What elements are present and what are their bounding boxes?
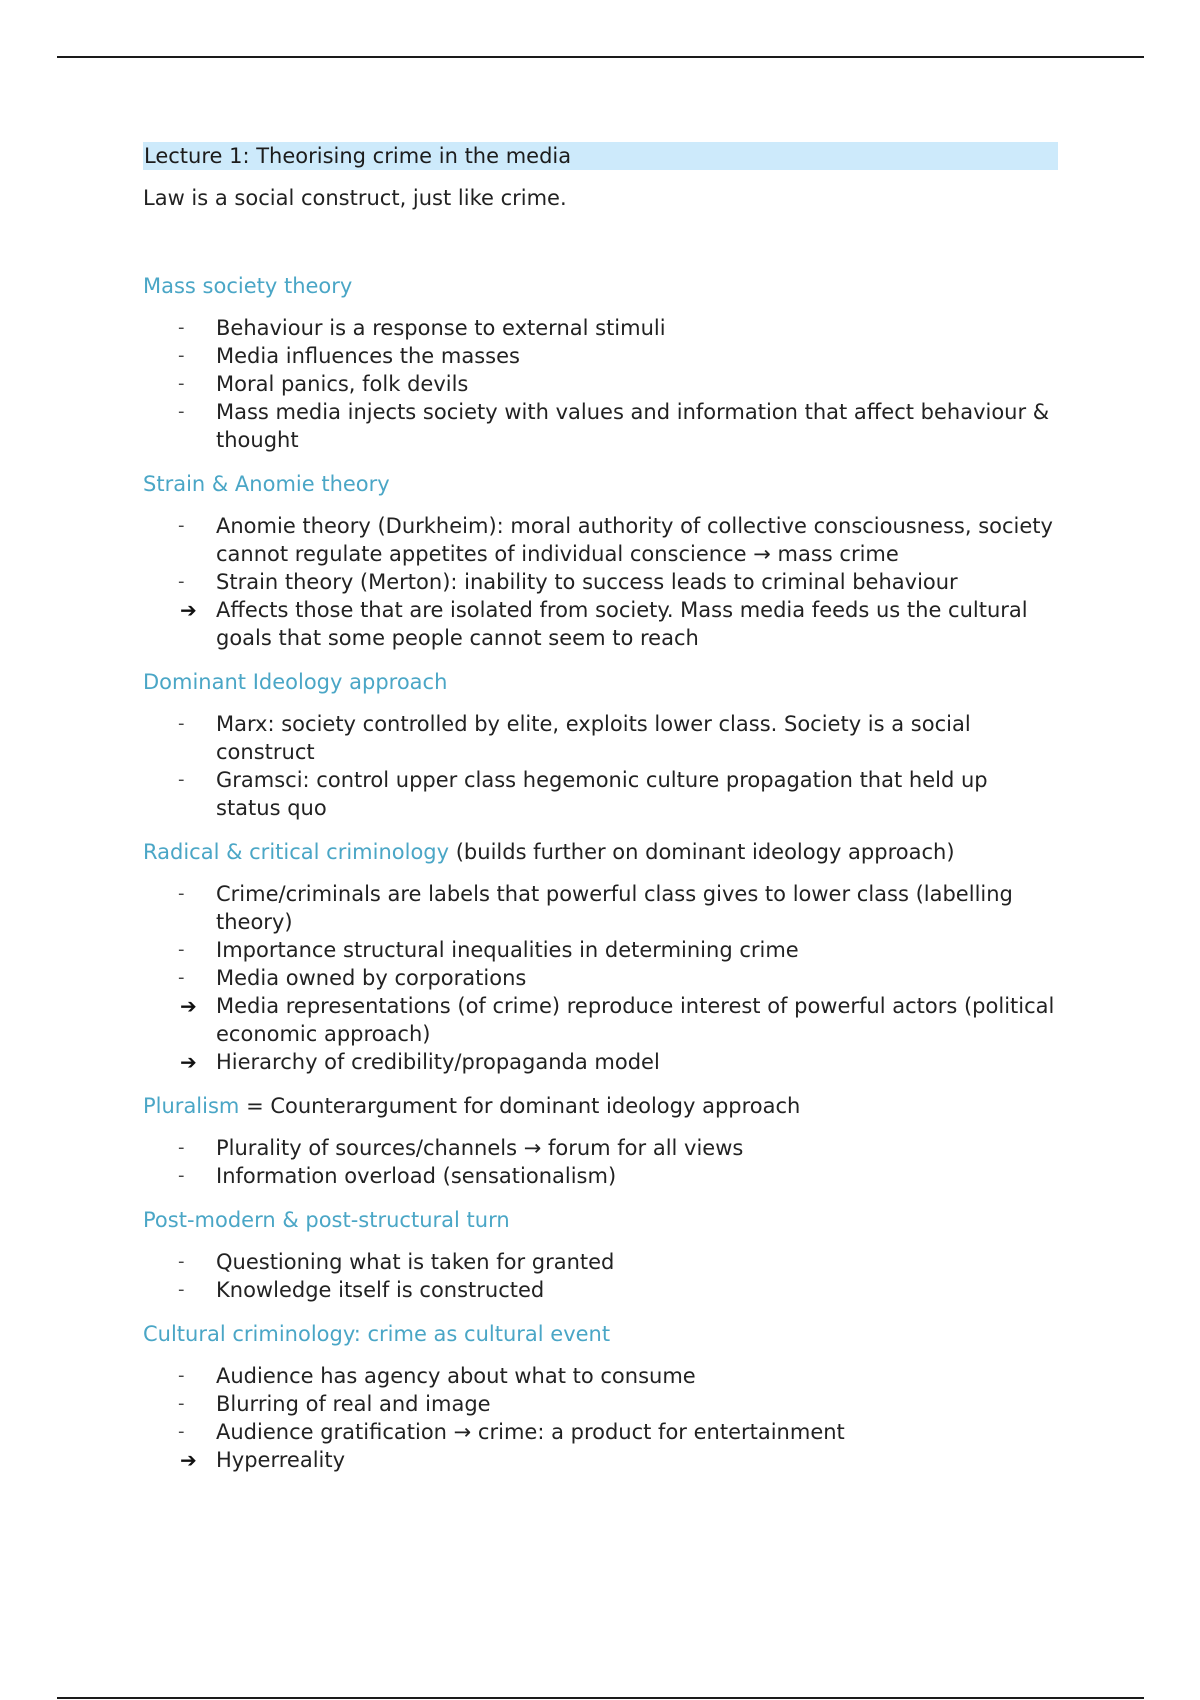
page-title: Lecture 1: Theorising crime in the media <box>143 142 1058 170</box>
list-item-text: Knowledge itself is constructed <box>216 1278 545 1302</box>
section-heading-label: Pluralism <box>143 1094 240 1118</box>
section-heading <box>143 1206 1058 1234</box>
list-item <box>143 1362 1058 1390</box>
list-item-text: Importance structural inequalities in determining crime <box>216 938 799 962</box>
arrow-bullet-icon: ➔ <box>180 1448 197 1472</box>
bottom-rule <box>57 1697 1144 1699</box>
dash-bullet-icon: - <box>178 1365 185 1386</box>
list-item <box>143 342 1058 370</box>
dash-bullet-icon: - <box>178 1279 185 1300</box>
arrow-bullet-icon: ➔ <box>180 994 197 1018</box>
dash-bullet-icon: - <box>178 401 185 422</box>
list-item-text: Audience gratification → crime: a product for entertainment <box>216 1420 845 1444</box>
bullet-list <box>143 512 1058 652</box>
section-heading-label: Post-modern & post-structural turn <box>143 1208 510 1232</box>
list-item <box>143 398 1058 454</box>
section-heading-label: Dominant Ideology approach <box>143 670 448 694</box>
bullet-list <box>143 1248 1058 1304</box>
bullet-list <box>143 1362 1058 1474</box>
dash-bullet-icon: - <box>178 769 185 790</box>
list-item <box>143 596 1058 652</box>
list-item <box>143 992 1058 1048</box>
list-item-text: Audience has agency about what to consume <box>216 1364 696 1388</box>
list-item-text: Questioning what is taken for granted <box>216 1250 615 1274</box>
list-item <box>143 964 1058 992</box>
list-item-text: Plurality of sources/channels → forum for all views <box>216 1136 744 1160</box>
list-item <box>143 1048 1058 1076</box>
list-item <box>143 1390 1058 1418</box>
dash-bullet-icon: - <box>178 1251 185 1272</box>
document-body <box>143 142 1058 1474</box>
dash-bullet-icon: - <box>178 883 185 904</box>
list-item-text: Strain theory (Merton): inability to success leads to criminal behaviour <box>216 570 958 594</box>
section-heading-note: = Counterargument for dominant ideology approach <box>239 1094 801 1118</box>
list-item-text: Information overload (sensationalism) <box>216 1164 617 1188</box>
dash-bullet-icon: - <box>178 1137 185 1158</box>
list-item-text: Crime/criminals are labels that powerful class gives to lower class (labelling theory) <box>216 882 1013 934</box>
list-item <box>143 1134 1058 1162</box>
list-item-text: Blurring of real and image <box>216 1392 491 1416</box>
list-item-text: Gramsci: control upper class hegemonic culture propagation that held up status quo <box>216 768 988 820</box>
list-item <box>143 1162 1058 1190</box>
list-item <box>143 568 1058 596</box>
dash-bullet-icon: - <box>178 571 185 592</box>
list-item <box>143 1276 1058 1304</box>
list-item-text: Behaviour is a response to external stimuli <box>216 316 666 340</box>
section-heading <box>143 1092 1058 1120</box>
bullet-list <box>143 710 1058 822</box>
section-heading-label: Mass society theory <box>143 274 353 298</box>
dash-bullet-icon: - <box>178 515 185 536</box>
list-item <box>143 766 1058 822</box>
top-rule <box>57 56 1144 58</box>
list-item <box>143 314 1058 342</box>
list-item-text: Moral panics, folk devils <box>216 372 469 396</box>
dash-bullet-icon: - <box>178 713 185 734</box>
dash-bullet-icon: - <box>178 939 185 960</box>
list-item <box>143 1248 1058 1276</box>
dash-bullet-icon: - <box>178 373 185 394</box>
arrow-bullet-icon: ➔ <box>180 1050 197 1074</box>
list-item-text: Mass media injects society with values and information that affect behaviour & thought <box>216 400 1050 452</box>
section-heading <box>143 272 1058 300</box>
list-item <box>143 880 1058 936</box>
section-heading-label: Strain & Anomie theory <box>143 472 390 496</box>
dash-bullet-icon: - <box>178 1393 185 1414</box>
list-item-text: Media influences the masses <box>216 344 520 368</box>
bullet-list <box>143 1134 1058 1190</box>
dash-bullet-icon: - <box>178 1165 185 1186</box>
section-heading-label: Cultural criminology: crime as cultural event <box>143 1322 611 1346</box>
dash-bullet-icon: - <box>178 1421 185 1442</box>
dash-bullet-icon: - <box>178 967 185 988</box>
list-item-text: Media representations (of crime) reproduce interest of powerful actors (political economic approach) <box>216 994 1055 1046</box>
section-heading <box>143 668 1058 696</box>
list-item <box>143 370 1058 398</box>
section-heading <box>143 470 1058 498</box>
arrow-bullet-icon: ➔ <box>180 598 197 622</box>
dash-bullet-icon: - <box>178 317 185 338</box>
list-item <box>143 710 1058 766</box>
bullet-list <box>143 880 1058 1076</box>
list-item-text: Hyperreality <box>216 1448 346 1472</box>
list-item <box>143 1418 1058 1446</box>
section-heading-note: (builds further on dominant ideology approach) <box>449 840 955 864</box>
list-item-text: Media owned by corporations <box>216 966 527 990</box>
section-heading <box>143 1320 1058 1348</box>
list-item-text: Hierarchy of credibility/propaganda model <box>216 1050 660 1074</box>
section-heading-label: Radical & critical criminology <box>143 840 450 864</box>
dash-bullet-icon: - <box>178 345 185 366</box>
bullet-list <box>143 314 1058 454</box>
section-heading <box>143 838 1058 866</box>
list-item <box>143 1446 1058 1474</box>
list-item-text: Anomie theory (Durkheim): moral authority of collective consciousness, society cannot regulate appetites of individual conscience → mass crime <box>216 514 1053 566</box>
sections-container <box>143 272 1058 1474</box>
list-item <box>143 512 1058 568</box>
intro-text: Law is a social construct, just like crime. <box>143 186 567 210</box>
list-item <box>143 936 1058 964</box>
list-item-text: Affects those that are isolated from society. Mass media feeds us the cultural goals that some people cannot seem to reach <box>216 598 1028 650</box>
list-item-text: Marx: society controlled by elite, exploits lower class. Society is a social construct <box>216 712 971 764</box>
